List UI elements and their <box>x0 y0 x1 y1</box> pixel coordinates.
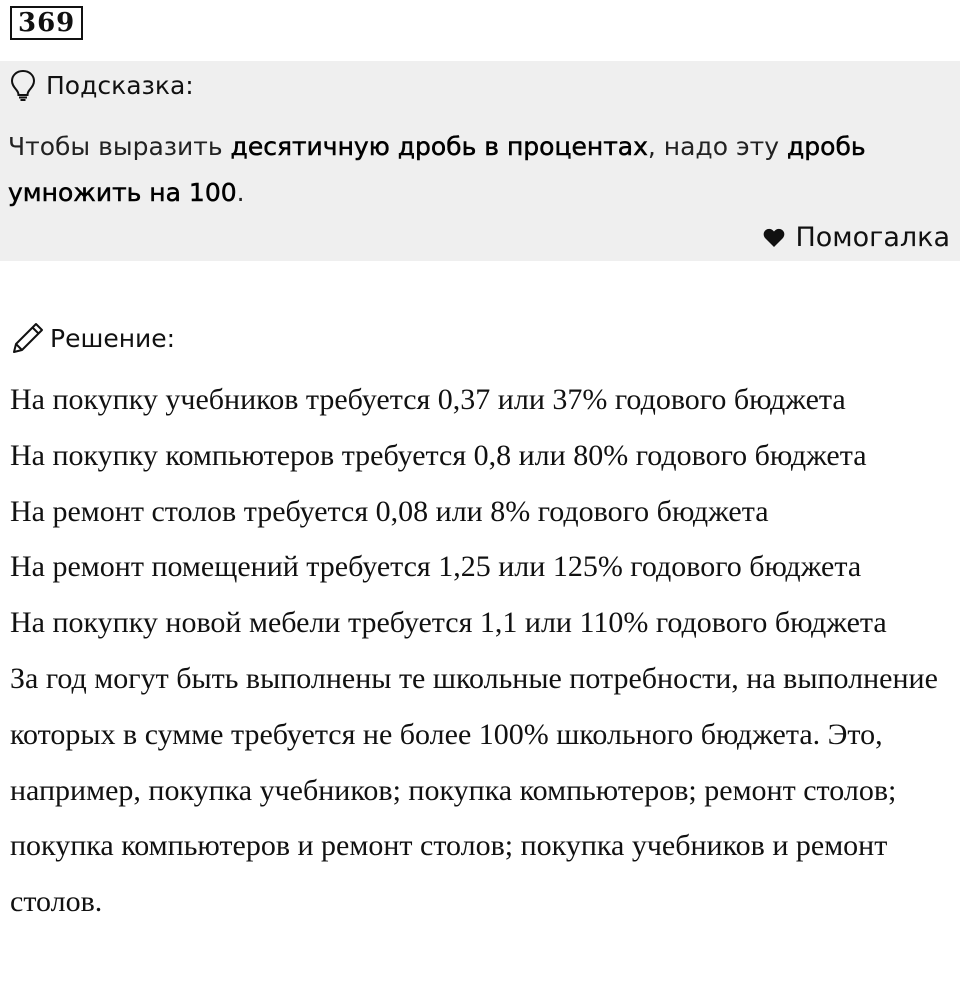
hint-header <box>8 68 194 102</box>
pencil-icon <box>10 320 46 356</box>
hint-text: Чтобы выразить десятичную дробь в процентах, надо эту дробь умножить на 100. <box>8 132 866 207</box>
solution-conclusion: За год могут быть выполнены те школьные потребности, на выполнение которых в сумме требуется не более 100% школьного бюджета. Это, например, покупка учебников; покупка компьютеров; ремонт столов; покупка компьютеров и ремонт столов; покупка учебников и ремонт столов. <box>10 661 938 919</box>
lightbulb-icon <box>8 68 38 102</box>
task-number: 369 <box>10 6 83 40</box>
hint-emphasis-1: десятичную дробь в процентах <box>230 132 648 161</box>
helper-link[interactable] <box>763 222 950 253</box>
helper-label: Помогалка <box>795 222 950 253</box>
solution-body <box>10 372 955 930</box>
solution-line: На покупку учебников требуется 0,37 или 37% годового бюджета <box>10 383 846 416</box>
heart-icon <box>763 228 785 248</box>
solution-line: На покупку новой мебели требуется 1,1 или 110% годового бюджета <box>10 606 887 640</box>
solution-line: На покупку компьютеров требуется 0,8 или 80% годового бюджета <box>10 438 867 472</box>
solution-line: На ремонт столов требуется 0,08 или 8% годового бюджета <box>10 494 769 528</box>
solution-title: Решение: <box>50 323 176 353</box>
hint-title: Подсказка: <box>46 70 194 100</box>
solution-header <box>10 320 175 356</box>
hint-emphasis-2: дробь умножить на 100 <box>8 132 866 207</box>
solution-line: На ремонт помещений требуется 1,25 или 125% годового бюджета <box>10 550 862 584</box>
